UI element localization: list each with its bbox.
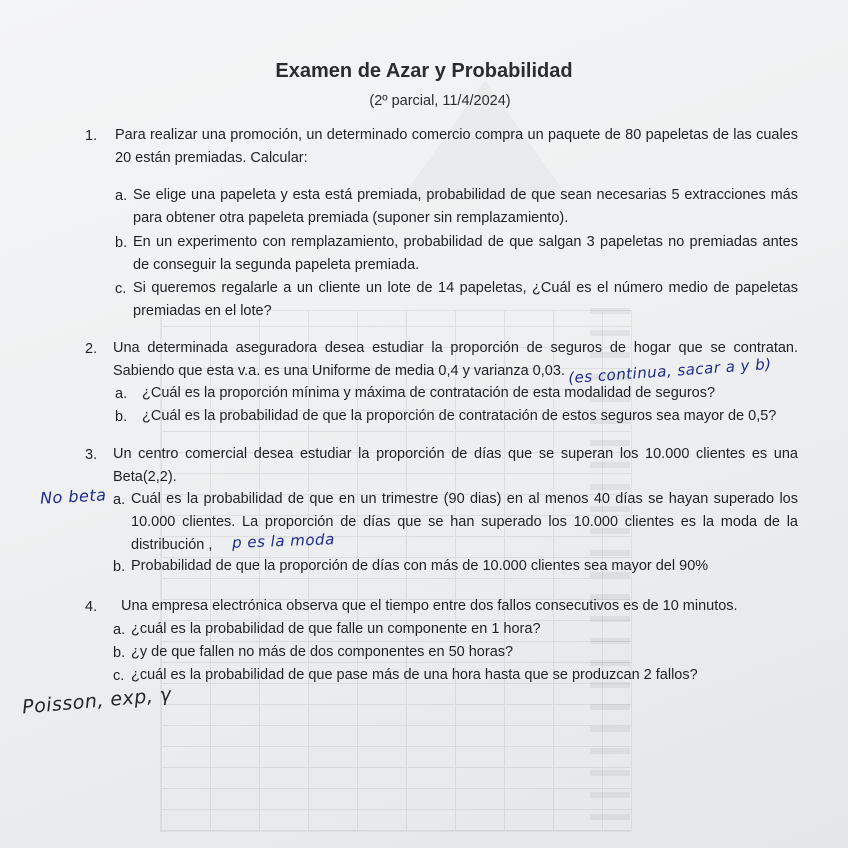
item-text: ¿cuál es la probabilidad de que falle un componente en 1 hora?: [131, 621, 541, 637]
item-label: b.: [115, 409, 128, 425]
exam-title: Examen de Azar y Probabilidad: [275, 60, 573, 82]
item-label: a.: [115, 386, 128, 402]
item-text: Cuál es la probabilidad de que en un trimestre (90 dias) en al menos 40 días se hayan superado los 10.000 clientes. La proporción de días que se han superado los 10.000 clientes es la moda de la distribución ,: [131, 491, 798, 553]
item-label: b.: [115, 235, 128, 251]
item-label: a.: [115, 188, 128, 204]
question-number: 2.: [85, 341, 98, 357]
item-text: Probabilidad de que la proporción de días con más de 10.000 clientes sea mayor del 90%: [131, 558, 709, 574]
question-number: 4.: [85, 599, 98, 615]
item-text: Se elige una papeleta y esta está premiada, probabilidad de que sean necesarias 5 extracciones más para obtener otra papeleta premiada (suponer sin remplazamiento).: [133, 187, 798, 226]
item-text: ¿y de que fallen no más de dos componentes en 50 horas?: [131, 644, 514, 660]
exam-subtitle: (2º parcial, 11/4/2024): [369, 93, 511, 109]
item-label: c.: [113, 668, 125, 684]
question-text: Una determinada aseguradora desea estudiar la proporción de seguros de hogar que se contratan. Sabiendo que esta v.a. es una Uniforme de media 0,4 y varianza 0,03.: [113, 340, 798, 379]
question-number: 3.: [85, 447, 98, 463]
question-number: 1.: [85, 128, 98, 144]
item-label: a.: [113, 622, 126, 638]
handwritten-margin-note: Poisson, exp, γ: [21, 683, 173, 719]
item-label: b.: [113, 645, 126, 661]
item-text: ¿cuál es la probabilidad de que pase más de una hora hasta que se produzcan 2 fallos?: [131, 667, 698, 683]
item-text: ¿Cuál es la proporción mínima y máxima de contratación de esta modalidad de seguros?: [142, 385, 716, 401]
handwritten-margin-note: No beta: [39, 485, 107, 508]
handwritten-note: p es la moda: [231, 530, 336, 552]
handwritten-note: (es continua, sacar a y b): [567, 354, 773, 388]
item-text: ¿Cuál es la probabilidad de que la proporción de contratación de estos seguros sea mayor de 0,5?: [142, 408, 777, 424]
question-text: Para realizar una promoción, un determinado comercio compra un paquete de 80 papeletas de las cuales 20 están premiadas. Calcular:: [115, 127, 798, 166]
item-label: b.: [113, 559, 126, 575]
question-text: Un centro comercial desea estudiar la proporción de días que se superan los 10.000 clientes es una Beta(2,2).: [113, 446, 798, 485]
item-label: a.: [113, 492, 126, 508]
item-text: En un experimento con remplazamiento, probabilidad de que salgan 3 papeletas no premiadas antes de conseguir la segunda papeleta premiada.: [133, 234, 798, 273]
item-label: c.: [115, 281, 127, 297]
item-text: Si queremos regalarle a un cliente un lote de 14 papeletas, ¿Cuál es el número medio de papeletas premiadas en el lote?: [133, 280, 798, 319]
question-text: Una empresa electrónica observa que el tiempo entre dos fallos consecutivos es de 10 minutos.: [121, 598, 738, 614]
